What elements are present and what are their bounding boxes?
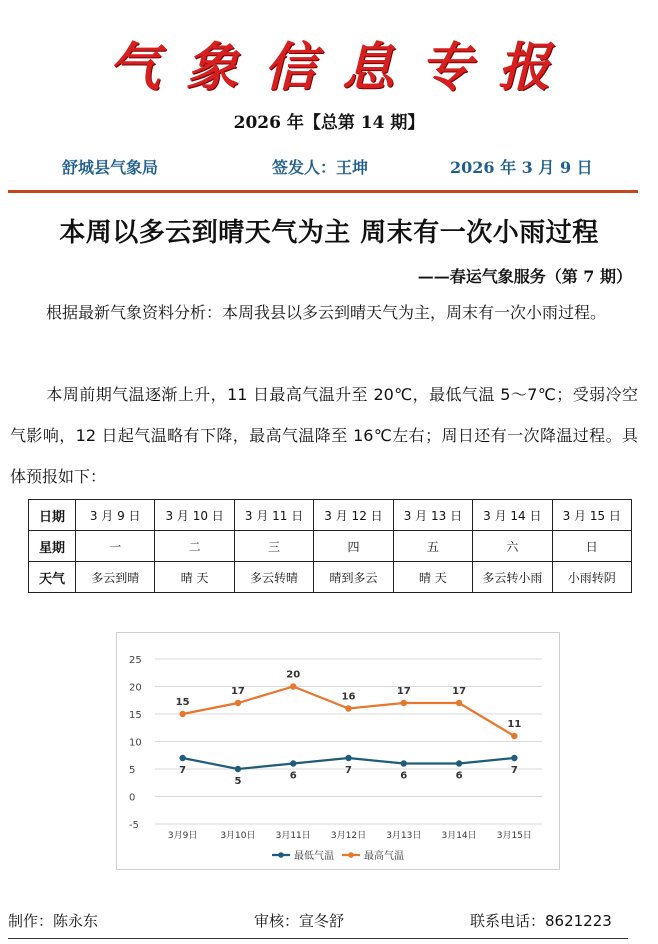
table-cell: 3 月 11 日	[234, 500, 313, 531]
masthead-char: 专	[420, 36, 473, 98]
legend-marker	[278, 852, 284, 858]
table-cell: 晴 天	[155, 562, 234, 593]
table-row	[29, 562, 632, 593]
table-cell: 一	[76, 531, 155, 562]
table-cell: 3 月 12 日	[314, 500, 393, 531]
table-row	[29, 531, 632, 562]
data-point	[290, 683, 296, 689]
signer: 签发人：王坤	[272, 158, 369, 177]
legend-marker	[348, 852, 354, 858]
x-tick-label: 3月14日	[441, 831, 477, 841]
x-tick-label: 3月9日	[167, 831, 198, 841]
data-label: 16	[341, 691, 356, 703]
data-label: 6	[400, 770, 408, 782]
data-point	[456, 760, 462, 766]
issue-number: 2026 年【总第 14 期】	[233, 113, 425, 133]
issue-date: 2026 年 3 月 9 日	[450, 158, 593, 177]
x-tick-label: 3月15日	[496, 831, 532, 841]
y-tick-label: 10	[129, 737, 142, 749]
footer-maker: 制作：陈永东	[8, 912, 99, 930]
table-row-header: 天气	[29, 562, 76, 593]
chart-svg	[117, 633, 559, 869]
masthead-char: 报	[498, 36, 551, 98]
masthead-char: 息	[342, 36, 395, 98]
table-cell: 五	[393, 531, 472, 562]
y-tick-label: -5	[129, 820, 139, 831]
table-cell: 二	[155, 531, 234, 562]
table-cell: 晴到多云	[314, 562, 393, 593]
paragraph-2	[10, 374, 638, 497]
masthead-title	[0, 22, 658, 102]
data-point	[511, 755, 517, 761]
table-cell: 六	[473, 531, 552, 562]
data-label: 17	[396, 686, 411, 697]
data-label: 7	[510, 765, 518, 776]
table-cell: 3 月 15 日	[552, 500, 631, 531]
x-tick-label: 3月11日	[275, 831, 311, 841]
data-point	[235, 700, 241, 706]
data-label: 17	[452, 686, 467, 697]
data-label: 17	[230, 686, 245, 697]
table-cell: 多云转晴	[234, 562, 313, 593]
masthead-char: 气	[107, 36, 160, 98]
table-cell: 3 月 9 日	[76, 500, 155, 531]
y-tick-label: 20	[129, 682, 142, 694]
x-tick-label: 3月12日	[330, 831, 367, 841]
data-label: 20	[286, 669, 301, 681]
table-cell: 3 月 10 日	[155, 500, 234, 531]
footer-divider	[8, 938, 628, 939]
table-cell: 多云到晴	[76, 562, 155, 593]
table-cell: 小雨转阴	[552, 562, 631, 593]
info-bar	[0, 155, 658, 179]
y-tick-label: 25	[129, 655, 142, 666]
data-point	[456, 700, 462, 706]
table-cell: 日	[552, 531, 631, 562]
data-point	[235, 766, 241, 772]
temperature-chart	[116, 632, 560, 870]
data-point	[345, 705, 351, 711]
subheadline: ——春运气象服务（第 7 期）	[417, 267, 632, 286]
x-tick-label: 3月10日	[220, 831, 256, 841]
table-cell: 四	[314, 531, 393, 562]
data-point	[345, 755, 351, 761]
paragraph-2-text: 本周前期气温逐渐上升，11 日最高气温升至 20℃，最低气温 5～7℃；受弱冷空气影响，12 日起气温略有下降，最高气温降至 16℃左右；周日还有一次降温过程。具体预报如下：	[10, 385, 638, 486]
headline: 本周以多云到晴天气为主 周末有一次小雨过程	[59, 218, 599, 248]
data-point	[179, 755, 185, 761]
paragraph-1-text: 根据最新气象资料分析：本周我县以多云到晴天气为主，周末有一次小雨过程。	[46, 303, 607, 322]
data-point	[401, 700, 407, 706]
data-point	[290, 760, 296, 766]
y-tick-label: 15	[129, 710, 142, 721]
footer-reviewer: 审核：宣冬舒	[254, 912, 345, 930]
x-tick-label: 3月13日	[386, 831, 422, 841]
paragraph-1	[10, 292, 638, 333]
table-row	[29, 500, 632, 531]
data-point	[401, 760, 407, 766]
header-divider	[8, 190, 638, 193]
footer	[0, 910, 658, 932]
data-label: 11	[507, 719, 522, 730]
forecast-table	[28, 499, 632, 593]
y-tick-label: 0	[129, 792, 136, 804]
data-label: 15	[175, 697, 190, 708]
table-row-header: 星期	[29, 531, 76, 562]
data-label: 6	[289, 770, 297, 782]
data-point	[511, 733, 517, 739]
table-cell: 3 月 14 日	[473, 500, 552, 531]
masthead-char: 信	[263, 36, 316, 98]
table-cell: 三	[234, 531, 313, 562]
org-name: 舒城县气象局	[62, 158, 159, 177]
table-cell: 3 月 13 日	[393, 500, 472, 531]
data-label: 6	[455, 770, 463, 782]
legend-label: 最高气温	[364, 851, 404, 862]
data-point	[179, 711, 185, 717]
data-label: 5	[234, 776, 242, 787]
masthead-char: 象	[185, 36, 238, 98]
table-cell: 多云转小雨	[473, 562, 552, 593]
legend-label: 最低气温	[294, 851, 334, 862]
table-row-header: 日期	[29, 500, 76, 531]
table-cell: 晴 天	[393, 562, 472, 593]
data-label: 7	[345, 765, 352, 776]
y-tick-label: 5	[129, 765, 136, 776]
footer-phone: 联系电话：8621223	[470, 912, 612, 930]
data-label: 7	[179, 765, 187, 776]
